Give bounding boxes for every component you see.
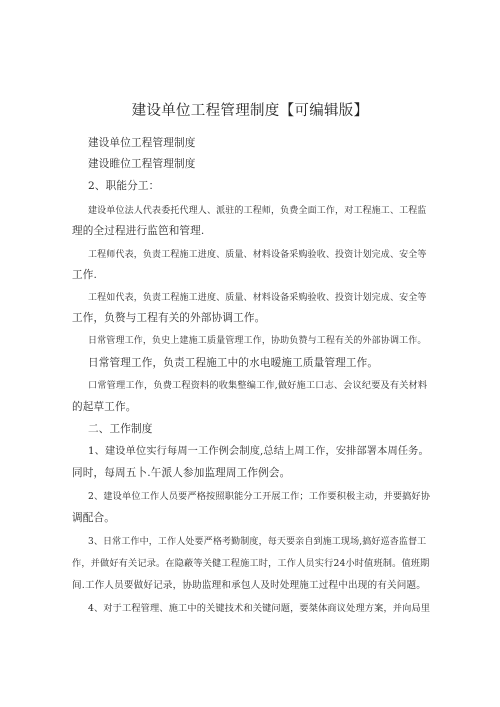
text-line: 4、对于工程管理、施工中的关键技术和关键问题，要桀体商议处理方案，并向局里: [88, 603, 431, 614]
text-line: 工程师代表，负责工程施工进度、质量、材料设备采购验收、投资计划完成、安全等: [88, 250, 427, 260]
section-heading: 二、工作制度: [88, 423, 153, 435]
text-line: 间.工作人员要做好记录，协助监理和承包人及时处理施工过程中出现的有关问题。: [72, 580, 426, 591]
text-line: 2、职能分工：: [88, 180, 160, 192]
text-line: 建设睢位工程管理制度: [88, 158, 196, 170]
text-line: 工作，负赘与工程有关的外部协调工作。: [72, 312, 266, 324]
text-line: 工作.: [72, 269, 98, 281]
text-line: 建设单位工程管理制度: [88, 137, 196, 149]
text-line: 日常管理工作，负史上建施工质量管理工作，协助负赞与工程有关的外部协调工作。: [88, 336, 427, 346]
text-line: 理的全过程进行监笆和管理.: [72, 225, 205, 237]
text-line: 的起草工作。: [72, 401, 137, 413]
text-line: 同时，每周五卜.午派人参加监理周工作例会。: [72, 467, 291, 479]
text-line: 口常管理工作，负费工程资料的收集整编工作,做好施工口志、会议纪要及有关材料: [88, 380, 428, 391]
text-line: 日常管理工作，负责工程施工中的水电暧施工质量管理工作。: [88, 357, 379, 369]
text-line: 建设单位法人代表委托代理人、派驻的工程师，负费全面工作，对工程施工、工程监: [88, 206, 427, 216]
text-line: 2、建设单位工作人员要严格按照职能分工开展工作；工作要积极主动，并要搞好协: [88, 491, 431, 502]
text-line: 3、日常工作中，工作人处要严格考勤制度，每天要亲自到施工现场,搞好巡杳监督工: [88, 537, 427, 547]
text-line: 1、建设单位实行每周一工作例会制度,总结上周工作，安排部署本周任务。: [88, 446, 429, 457]
text-line: 工程如代表，负责工程施工进度、质量、材料设备采购验收、投资计划完成、安全等: [88, 293, 427, 303]
text-line: 调配合。: [72, 512, 115, 524]
text-line: 作，并做好有关记录。在隐蔽等关健工程施工时，工作人员实行24小时值班制。值班期: [72, 558, 430, 569]
document-title: 建设单位工程管理制度【可编辑版】: [131, 103, 369, 119]
